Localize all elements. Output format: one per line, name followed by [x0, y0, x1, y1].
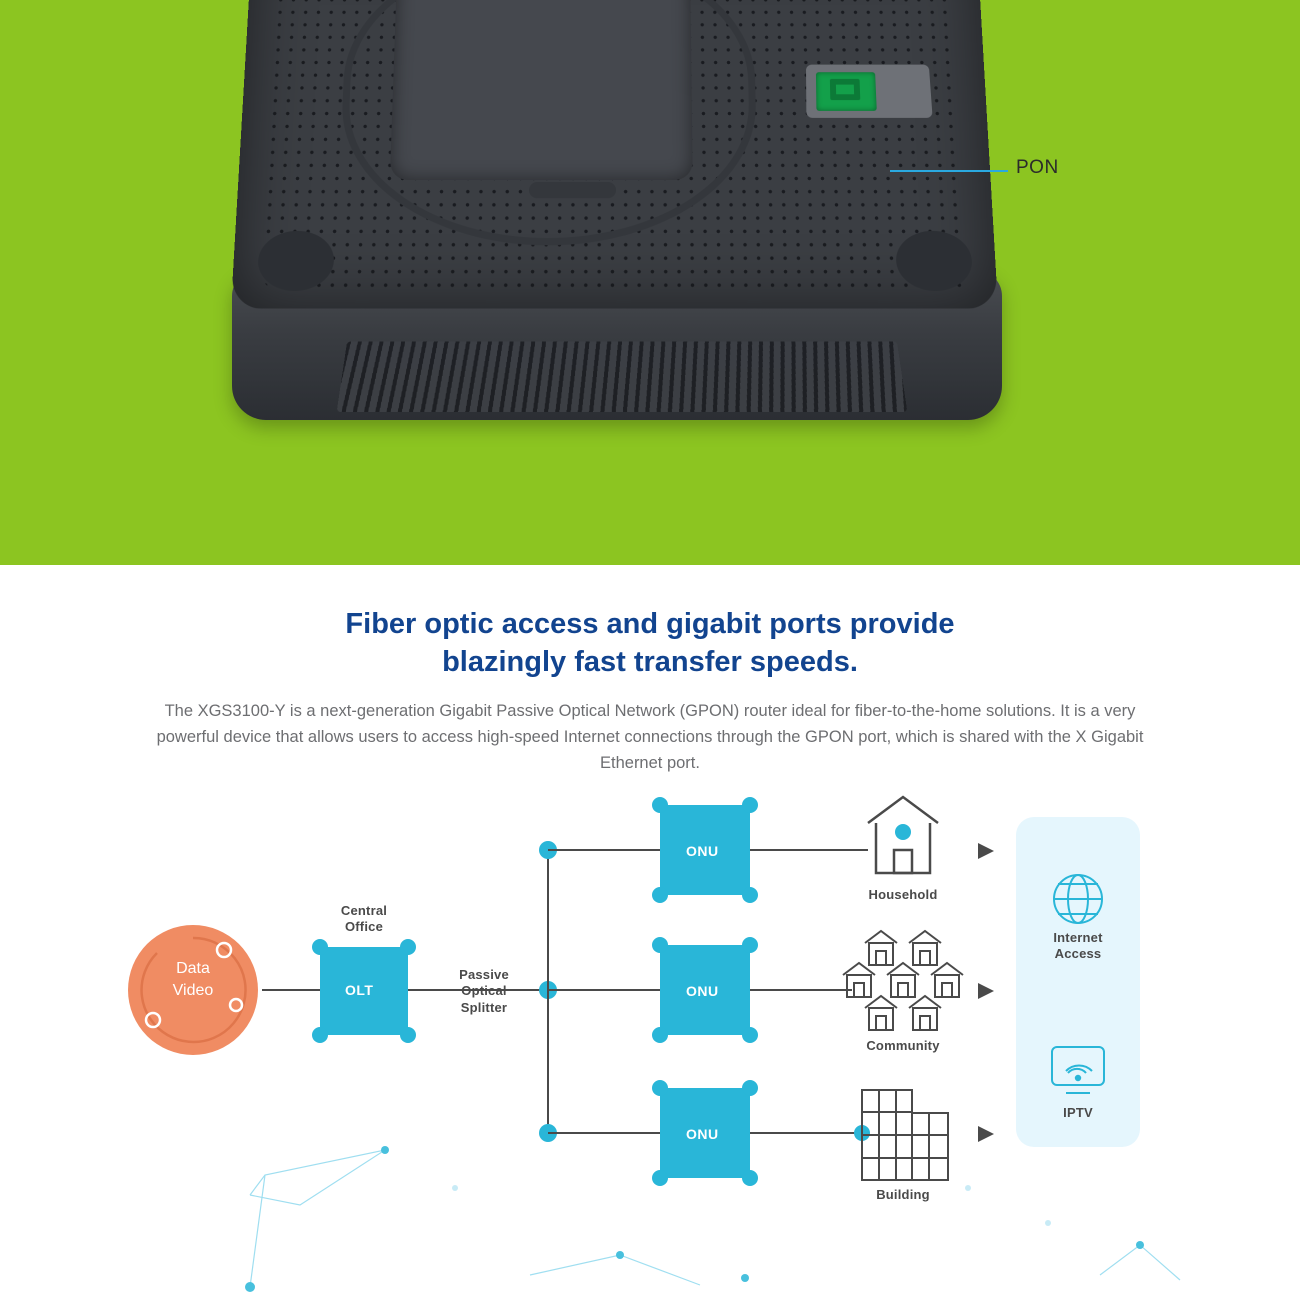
- building-label: Building: [876, 1187, 930, 1202]
- internet-access-label: [1018, 930, 1138, 963]
- router-bottom-panel: [231, 0, 998, 309]
- pon-callout-label: PON: [1016, 157, 1059, 178]
- hero-product-banner: [0, 0, 1300, 565]
- diagram-canvas: [0, 775, 1300, 1298]
- onu-3-corner-tr: [742, 1080, 758, 1096]
- onu-2-corner-tr: [742, 937, 758, 953]
- onu-1-corner-br: [742, 887, 758, 903]
- internet-access-label-line-1: Internet: [1053, 930, 1103, 945]
- onu-3-corner-br: [742, 1170, 758, 1186]
- marketing-copy-section: [0, 565, 1300, 776]
- arrow-community: [978, 983, 994, 999]
- pon-callout-line: [890, 170, 1008, 172]
- source-label: [133, 958, 253, 1001]
- headline-line-2: blazingly fast transfer speeds.: [442, 646, 858, 679]
- splitter-label-line-1: Passive: [459, 967, 509, 982]
- community-label: Community: [866, 1038, 940, 1053]
- page-paragraph: The XGS3100-Y is a next-generation Gigabit Passive Optical Network (GPON) router ideal for fiber-to-the-home solutions. It is a very powerful device that allows users to access high-speed Internet connections through the GPON port, which is shared with the X Gigabit Ethernet port.: [156, 701, 1144, 772]
- household-dot: [895, 824, 911, 840]
- central-office-label-line-2: Office: [344, 919, 384, 935]
- onu-1-corner-tr: [742, 797, 758, 813]
- central-office-label: [304, 903, 424, 936]
- services-panel: [1016, 817, 1140, 1147]
- gpon-network-diagram: [0, 775, 1300, 1298]
- internet-access-label-line-2: Access: [1054, 946, 1102, 962]
- building-icon: [862, 1090, 948, 1180]
- router-label-plate: [390, 0, 693, 180]
- router-device-image: [232, 0, 1002, 450]
- onu-2-corner-bl: [652, 1027, 668, 1043]
- household-label: Household: [868, 887, 938, 902]
- headline-line-1: Fiber optic access and gigabit ports provide: [345, 608, 955, 640]
- onu-2-corner-tl: [652, 937, 668, 953]
- central-office-label-line-1: Central: [340, 903, 388, 918]
- onu-3-corner-tl: [652, 1080, 668, 1096]
- router-vent-grille: [337, 341, 908, 411]
- onu-1-corner-tl: [652, 797, 668, 813]
- source-label-line-2: Video: [172, 981, 214, 999]
- page-headline: [0, 605, 1300, 682]
- router-tab-bottom: [529, 182, 616, 198]
- pon-port-housing: [806, 65, 933, 118]
- olt-corner-tr: [400, 939, 416, 955]
- splitter-label-line-3: Splitter: [460, 999, 508, 1015]
- community-icon: [843, 931, 963, 1030]
- onu-3-label: ONU: [686, 1126, 719, 1142]
- onu-2-label: ONU: [686, 983, 719, 999]
- source-label-line-1: Data: [176, 960, 210, 977]
- arrow-household: [978, 843, 994, 859]
- olt-corner-tl: [312, 939, 328, 955]
- arrow-building: [978, 1126, 994, 1142]
- passive-optical-splitter-label: [430, 967, 538, 1016]
- pon-port-connector: [816, 72, 877, 111]
- olt-node-label: OLT: [345, 982, 374, 998]
- onu-3-corner-bl: [652, 1170, 668, 1186]
- olt-corner-bl: [312, 1027, 328, 1043]
- iptv-label: IPTV: [1063, 1105, 1093, 1120]
- olt-corner-br: [400, 1027, 416, 1043]
- onu-1-corner-bl: [652, 887, 668, 903]
- splitter-label-line-2: Optical: [461, 983, 507, 999]
- onu-2-corner-br: [742, 1027, 758, 1043]
- onu-1-label: ONU: [686, 843, 719, 859]
